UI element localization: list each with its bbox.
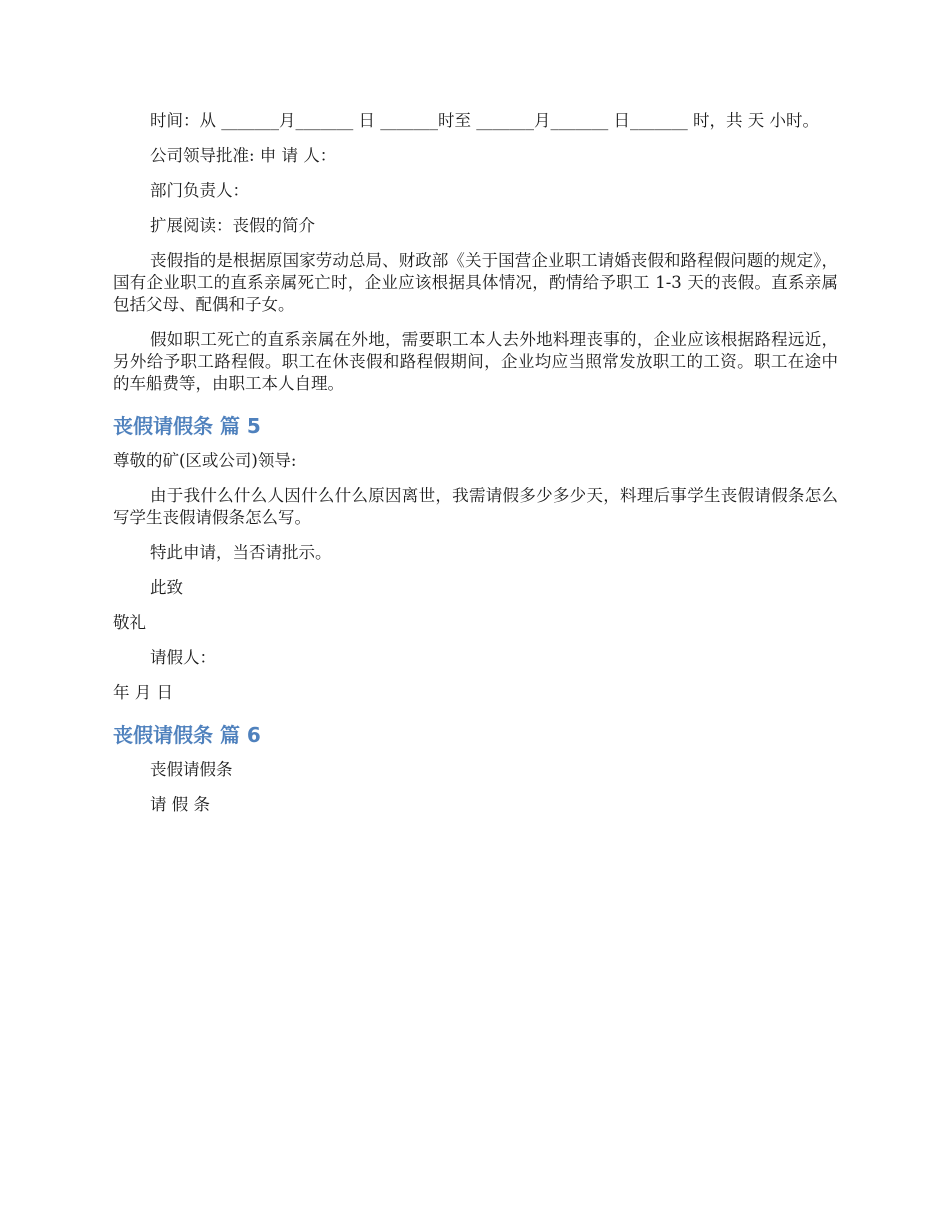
travel-leave-paragraph: 假如职工死亡的直系亲属在外地，需要职工本人去外地料理丧事的，企业应该根据路程远近，另外给予职工路程假。职工在休丧假和路程假期间，企业均应当照常发放职工的工资。职工在途中的车船费等，由职工本人自理。 [113,330,838,393]
section-5-heading: 丧假请假条 篇 5 [113,414,261,438]
request-line: 特此申请，当否请批示。 [150,543,332,562]
applicant-line: 请假人： [150,648,216,667]
salutation: 尊敬的矿(区或公司)领导: [113,451,297,470]
extended-reading-line: 扩展阅读：丧假的简介 [150,216,315,235]
section-6-subtitle-line: 请 假 条 [150,795,210,814]
section-6-heading: 丧假请假条 篇 6 [113,723,261,747]
funeral-leave-intro-paragraph: 丧假指的是根据原国家劳动总局、财政部《关于国营企业职工请婚丧假和路程假问题的规定》，国有企业职工的直系亲属死亡时，企业应该根据具体情况，酌情给予职工 1-3 天的丧假。直系亲属包括父母、配偶和子女。 [113,251,838,314]
document-page [113,110,838,816]
approval-line: 公司领导批准: 申 请 人： [150,146,337,165]
closing-line-1: 此致 [150,578,183,597]
section-6-title-line: 丧假请假条 [150,760,233,779]
date-line: 年 月 日 [113,683,173,702]
department-head-line: 部门负责人： [150,181,249,200]
closing-line-2: 敬礼 [113,613,146,632]
leave-reason-paragraph: 由于我什么什么人因什么什么原因离世，我需请假多少多少天，料理后事学生丧假请假条怎么写学生丧假请假条怎么写。 [113,486,838,527]
time-fill-line: 时间：从 _______月_______ 日 _______时至 _______月_______ 日_______ 时，共 天 小时。 [150,111,819,130]
